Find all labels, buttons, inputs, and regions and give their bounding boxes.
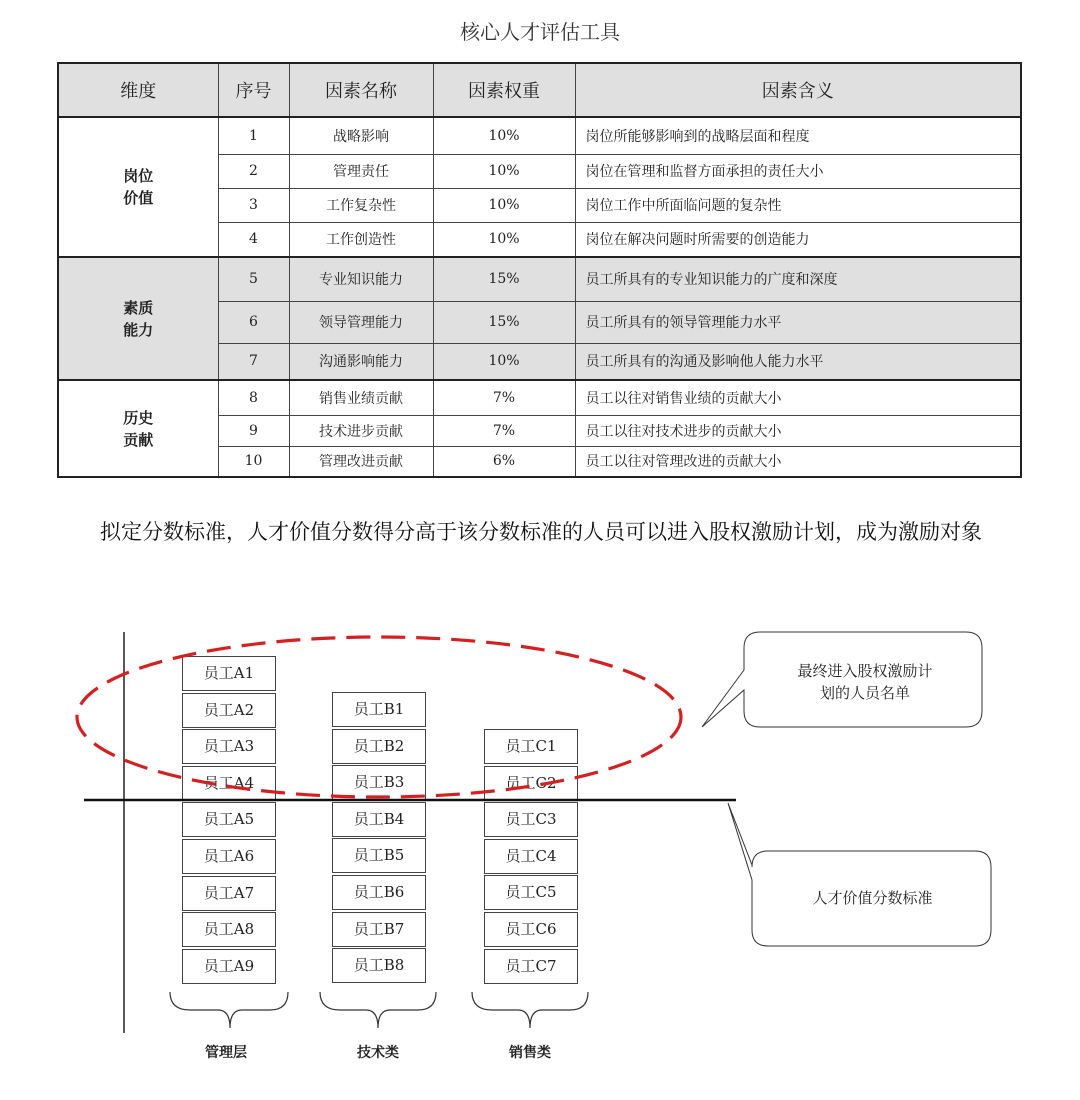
dimension-cell: 历史 贡献 (58, 380, 218, 477)
employee-box: 员工A4 (182, 766, 276, 801)
employee-box: 员工C7 (484, 949, 578, 984)
brace-technical (320, 992, 436, 1028)
header-factor-meaning: 因素含义 (575, 63, 1021, 117)
table-row: 3 工作复杂性 10% 岗位工作中所面临问题的复杂性 (58, 188, 1021, 222)
category-label-technical: 技术类 (357, 1045, 399, 1061)
category-label-sales: 销售类 (509, 1045, 551, 1061)
employee-box: 员工C2 (484, 766, 578, 801)
dimension-cell: 岗位 价值 (58, 117, 218, 257)
employee-box: 员工A9 (182, 949, 276, 984)
callout-top-text: 最终进入股权激励计 划的人员名单 (797, 662, 933, 702)
table-row: 2 管理责任 10% 岗位在管理和监督方面承担的责任大小 (58, 154, 1021, 188)
employee-box: 员工C6 (484, 912, 578, 947)
table-row: 7 沟通影响能力 10% 员工所具有的沟通及影响他人能力水平 (58, 343, 1021, 380)
employee-box: 员工B8 (332, 948, 426, 983)
employee-box: 员工C1 (484, 729, 578, 764)
employee-box: 员工B7 (332, 912, 426, 947)
callout-bottom-text: 人才价值分数标准 (812, 889, 933, 907)
header-factor-weight: 因素权重 (433, 63, 575, 117)
table-row: 素质 能力 5 专业知识能力 15% 员工所具有的专业知识能力的广度和深度 (58, 257, 1021, 301)
header-dimension: 维度 (58, 63, 218, 117)
employee-box: 员工A1 (182, 656, 276, 691)
callout-bottom-bubble (728, 803, 991, 946)
dimension-cell: 素质 能力 (58, 257, 218, 380)
table-row: 4 工作创造性 10% 岗位在解决问题时所需要的创造能力 (58, 222, 1021, 257)
table-row: 10 管理改进贡献 6% 员工以往对管理改进的贡献大小 (58, 446, 1021, 477)
employee-box: 员工B5 (332, 838, 426, 873)
employee-box: 员工A2 (182, 693, 276, 728)
employee-box: 员工A8 (182, 912, 276, 947)
score-standard-note: 拟定分数标准，人才价值分数得分高于该分数标准的人员可以进入股权激励计划，成为激励对象 (100, 520, 982, 544)
table-row: 9 技术进步贡献 7% 员工以往对技术进步的贡献大小 (58, 415, 1021, 446)
employee-box: 员工A3 (182, 729, 276, 764)
employee-box: 员工B4 (332, 802, 426, 837)
brace-sales (472, 992, 588, 1028)
category-label-management: 管理层 (205, 1045, 247, 1061)
header-number: 序号 (218, 63, 289, 117)
employee-box: 员工B6 (332, 875, 426, 910)
table-row: 6 领导管理能力 15% 员工所具有的领导管理能力水平 (58, 301, 1021, 343)
employee-box: 员工C4 (484, 839, 578, 874)
document-title: 核心人才评估工具 (460, 20, 620, 44)
employee-box: 员工B3 (332, 765, 426, 800)
employee-box: 员工C5 (484, 875, 578, 910)
employee-box: 员工A6 (182, 839, 276, 874)
employee-box: 员工A5 (182, 802, 276, 837)
employee-box: 员工C3 (484, 802, 578, 837)
brace-management (170, 992, 288, 1028)
header-factor-name: 因素名称 (289, 63, 433, 117)
employee-box: 员工B1 (332, 692, 426, 727)
employee-box: 员工A7 (182, 876, 276, 911)
table-row: 岗位 价值 1 战略影响 10% 岗位所能够影响到的战略层面和程度 (58, 117, 1021, 154)
employee-box: 员工B2 (332, 729, 426, 764)
table-row: 历史 贡献 8 销售业绩贡献 7% 员工以往对销售业绩的贡献大小 (58, 380, 1021, 415)
